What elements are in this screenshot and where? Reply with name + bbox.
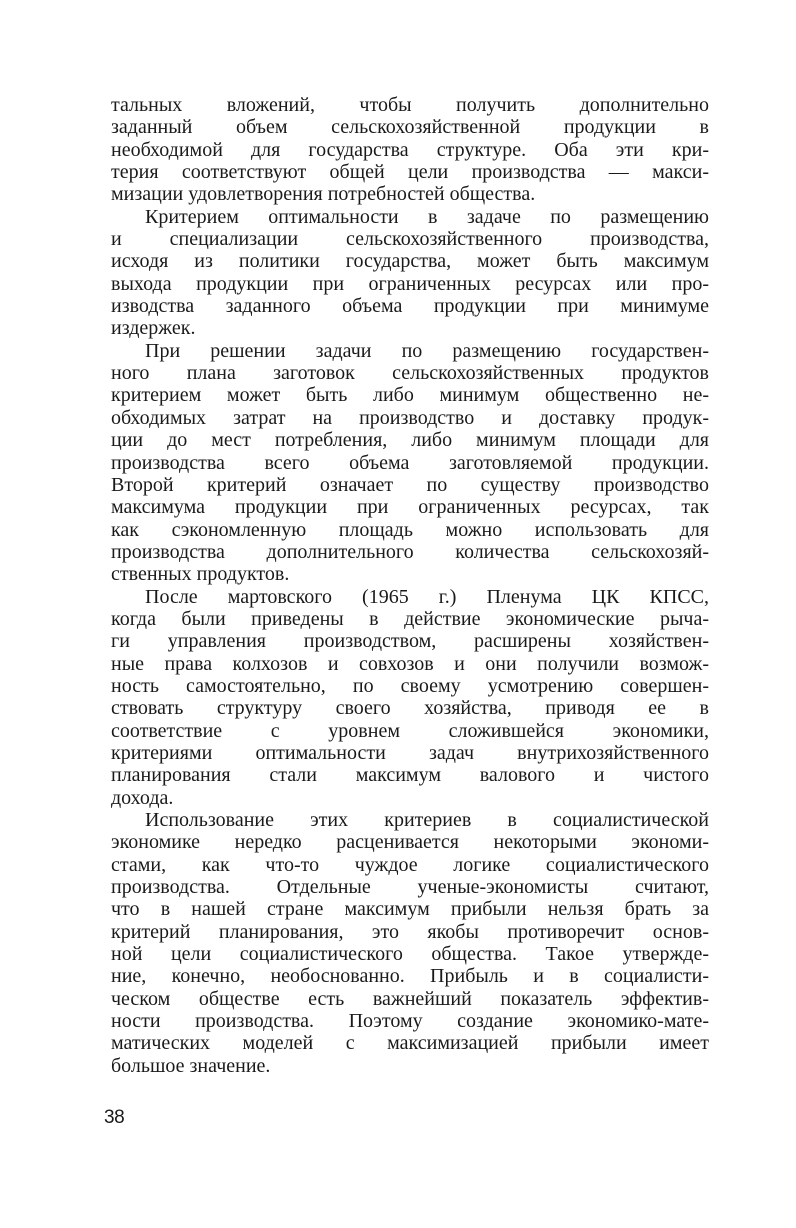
text-line: выхода продукции при ограниченных ресурсах или про- — [111, 272, 709, 295]
text-line: ции до мест потребления, либо минимум площади для — [111, 429, 709, 452]
text-line: стами, как что-то чуждое логике социалистического — [111, 853, 709, 876]
text-line: максимума продукции при ограниченных ресурсах, так — [111, 496, 709, 519]
text-line: критерий планирования, это якобы противоречит основ- — [111, 920, 709, 943]
text-line: издержек. — [111, 317, 196, 340]
text-line: ственных продуктов. — [111, 563, 290, 586]
text-line: терия соответствуют общей цели производства — макси- — [111, 161, 709, 184]
text-line: При решении задачи по размещению государствен- — [145, 339, 709, 362]
text-line: Использование этих критериев в социалистической — [145, 809, 709, 831]
paragraph-2 — [111, 206, 709, 340]
paragraph-4 — [111, 586, 709, 809]
text-line: производства всего объема заготовляемой продукции. — [111, 451, 709, 474]
text-line: заданный объем сельскохозяйственной продукции в — [111, 116, 709, 139]
text-line: как сэкономленную площадь можно использовать для — [111, 518, 709, 541]
text-line: необходимой для государства структуре. Оба эти кри- — [111, 138, 709, 161]
text-line: тальных вложений, чтобы получить дополнительно — [111, 94, 709, 116]
text-line: Второй критерий означает по существу производство — [111, 473, 709, 496]
paragraph-3 — [111, 340, 709, 586]
text-line: мизации удовлетворения потребностей общества. — [111, 183, 536, 206]
text-line: обходимых затрат на производство и доставку продук- — [111, 406, 709, 429]
text-line: ность самостоятельно, по своему усмотрению совершен- — [111, 674, 709, 697]
text-line: соответствие с уровнем сложившейся экономики, — [111, 719, 709, 742]
text-line: ного плана заготовок сельскохозяйственных продуктов — [111, 362, 709, 385]
text-line: что в нашей стране максимум прибыли нельзя брать за — [111, 898, 709, 921]
text-line: ги управления производством, расширены хозяйствен- — [111, 630, 709, 653]
text-line: экономике нередко расценивается некоторыми экономи- — [111, 831, 709, 854]
text-line: большое значение. — [111, 1054, 271, 1077]
paragraph-1 — [111, 94, 709, 206]
text-line: ние, конечно, необоснованно. Прибыль и в социалисти- — [111, 965, 709, 988]
body-text — [111, 94, 709, 1077]
text-line: производства. Отдельные ученые-экономисты считают, — [111, 876, 709, 899]
text-line: ные права колхозов и совхозов и они получили возмож- — [111, 652, 709, 675]
paragraph-5 — [111, 809, 709, 1077]
page-number: 38 — [104, 1107, 125, 1128]
text-line: критериями оптимальности задач внутрихозяйственного — [111, 741, 709, 764]
text-line: ности производства. Поэтому создание экономико-мате- — [111, 1010, 709, 1033]
text-line: изводства заданного объема продукции при минимуме — [111, 295, 709, 318]
text-line: исходя из политики государства, может быть максимум — [111, 250, 709, 273]
text-line: Критерием оптимальности в задаче по размещению — [145, 205, 709, 228]
text-line: матических моделей с максимизацией прибыли имеет — [111, 1032, 709, 1055]
text-line: когда были приведены в действие экономические рыча- — [111, 607, 709, 630]
text-line: дохода. — [111, 786, 174, 809]
text-line: и специализации сельскохозяйственного производства, — [111, 228, 709, 251]
text-line: ческом обществе есть важнейший показатель эффектив- — [111, 987, 709, 1010]
text-line: производства дополнительного количества сельскохозяй- — [111, 540, 709, 563]
text-line: ной цели социалистического общества. Такое утвержде- — [111, 943, 709, 966]
text-line: После мартовского (1965 г.) Пленума ЦК КПСС, — [145, 585, 709, 608]
text-line: ствовать структуру своего хозяйства, приводя ее в — [111, 697, 709, 720]
text-line: критерием может быть либо минимум общественно не- — [111, 384, 709, 407]
text-line: планирования стали максимум валового и чистого — [111, 764, 709, 787]
